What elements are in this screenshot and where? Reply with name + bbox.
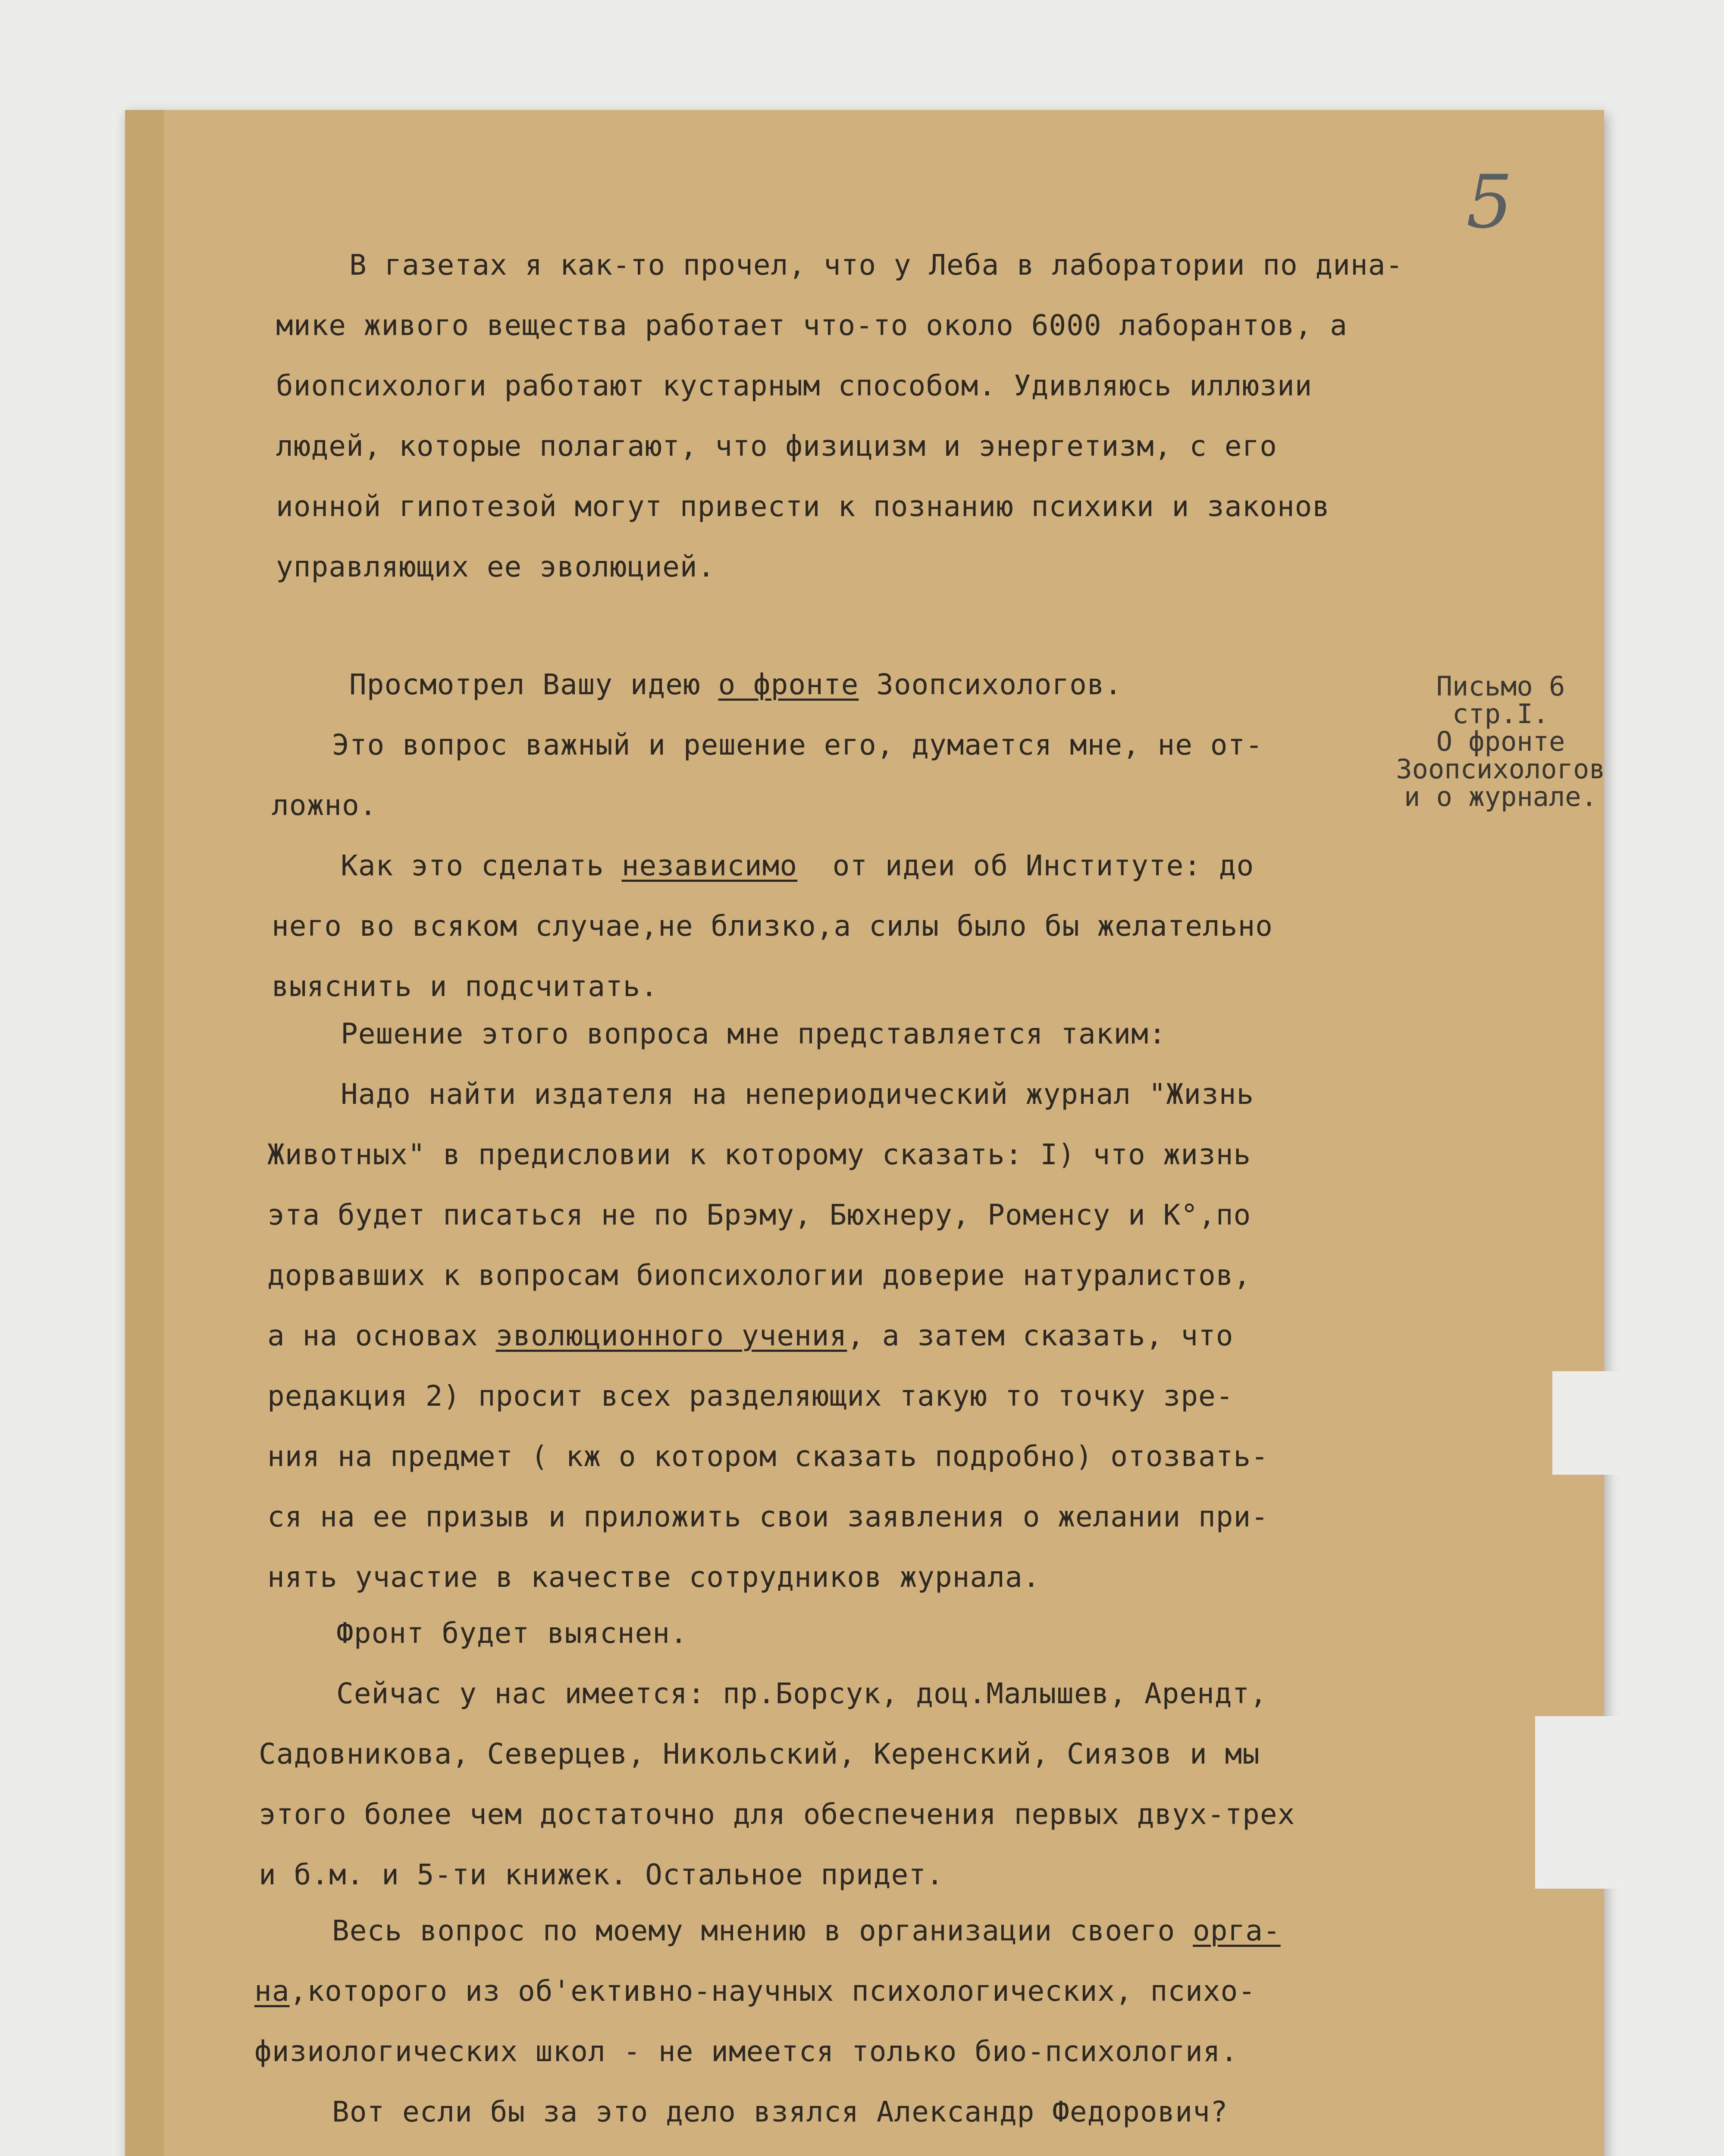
underlined-phrase: эволюционного учения bbox=[495, 1319, 847, 1352]
text-line: мике живого вещества работает что-то около 6000 лаборантов, а bbox=[276, 309, 1348, 342]
text-line: а на основах эволюционного учения, а затем сказать, что bbox=[267, 1319, 1234, 1352]
text-line: ния на предмет ( кж о котором сказать подробно) отозвать- bbox=[267, 1440, 1269, 1473]
text-line: Это вопрос важный и решение его, думается мне, не от- bbox=[332, 728, 1263, 761]
text-line: выяснить и подсчитать. bbox=[272, 970, 658, 1003]
text-line: ионной гипотезой могут привести к познанию психики и законов bbox=[276, 490, 1330, 523]
text-line: управляющих ее эволюцией. bbox=[276, 550, 715, 583]
margin-note-line: и о журнале. bbox=[1404, 781, 1597, 812]
text-line: на,которого из об'ективно-научных психологических, психо- bbox=[254, 1974, 1256, 2008]
underlined-phrase: о фронте bbox=[718, 668, 859, 701]
page-number: 5 bbox=[1466, 160, 1513, 245]
text-line: физиологических школ - не имеется только био-психология. bbox=[254, 2035, 1238, 2068]
margin-note-line: Зоопсихологов bbox=[1396, 753, 1605, 785]
text-line: Как это сделать независимо от идеи об Институте: до bbox=[341, 849, 1254, 882]
text-line: ложно. bbox=[272, 789, 377, 822]
underlined-phrase: независимо bbox=[621, 849, 798, 882]
text-line: него во всяком случае,не близко,а силы было бы желательно bbox=[272, 909, 1273, 943]
text-line: нять участие в качестве сотрудников журнала. bbox=[267, 1561, 1041, 1594]
margin-note-line: Письмо 6 bbox=[1436, 671, 1565, 702]
margin-note bbox=[1376, 673, 1626, 811]
text-line: Фронт будет выяснен. bbox=[336, 1617, 688, 1650]
text-line: редакция 2) просит всех разделяющих такую то точку зре- bbox=[267, 1379, 1234, 1413]
text-line: дорвавших к вопросам биопсихологии доверие натуралистов, bbox=[267, 1259, 1251, 1292]
text-line: этого более чем достаточно для обеспечения первых двух-трех bbox=[259, 1798, 1295, 1831]
text-line: Сейчас у нас имеется: пр.Борсук, доц.Малышев, Арендт, bbox=[336, 1677, 1267, 1710]
text-line: биопсихологи работают кустарным способом. Удивляюсь иллюзии bbox=[276, 369, 1313, 402]
page-left-edge bbox=[125, 110, 164, 2156]
margin-note-line: О фронте bbox=[1436, 726, 1565, 757]
torn-edge-notch bbox=[1552, 1371, 1621, 1475]
text-line: Надо найти издателя на непериодический журнал "Жизнь bbox=[341, 1078, 1254, 1111]
text-line: Животных" в предисловии к которому сказать: I) что жизнь bbox=[267, 1138, 1251, 1171]
torn-edge-notch bbox=[1535, 1716, 1630, 1889]
text-line: Садовникова, Северцев, Никольский, Керенский, Сиязов и мы bbox=[259, 1737, 1260, 1771]
text-line: Вот если бы за это дело взялся Александр Федорович? bbox=[332, 2095, 1228, 2128]
text-line: Решение этого вопроса мне представляется таким: bbox=[341, 1017, 1166, 1050]
underlined-phrase: орга- bbox=[1193, 1914, 1281, 1947]
underlined-phrase: на bbox=[254, 1974, 290, 2008]
text-line: людей, которые полагают, что физицизм и энергетизм, с его bbox=[276, 429, 1277, 463]
text-line: ся на ее призыв и приложить свои заявления о желании при- bbox=[267, 1500, 1269, 1533]
text-line: В газетах я как-то прочел, что у Леба в лаборатории по дина- bbox=[349, 248, 1404, 282]
text-line: эта будет писаться не по Брэму, Бюхнеру, Роменсу и К°,по bbox=[267, 1198, 1251, 1232]
document-page bbox=[125, 110, 1604, 2156]
text-line: Просмотрел Вашу идею о фронте Зоопсихологов. bbox=[349, 668, 1122, 701]
text-line: Весь вопрос по моему мнению в организации своего орга- bbox=[332, 1914, 1281, 1947]
margin-note-line: стр.I. bbox=[1452, 698, 1549, 730]
text-line: и б.м. и 5-ти книжек. Остальное придет. bbox=[259, 1858, 944, 1891]
